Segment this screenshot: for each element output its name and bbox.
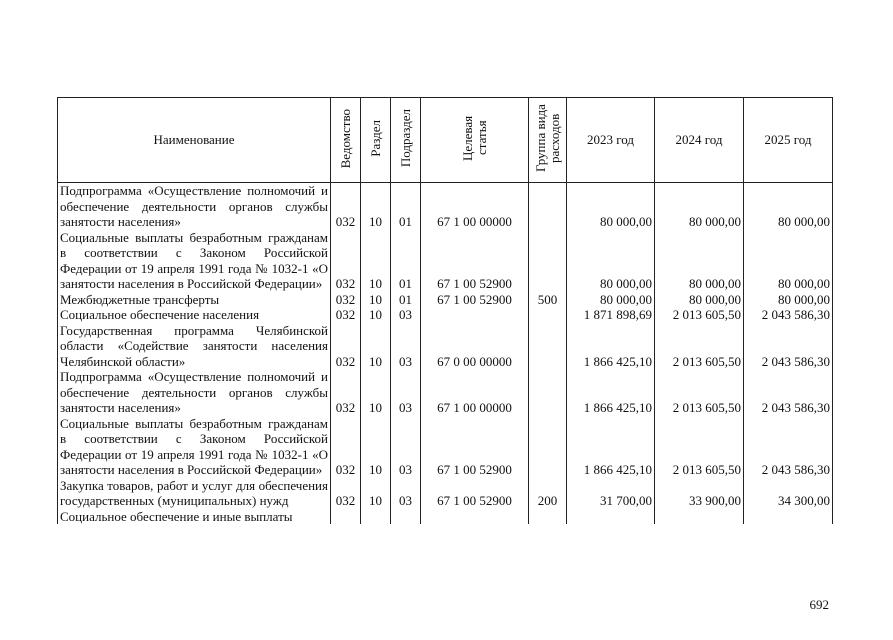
row-2024: 80 000,00: [655, 230, 744, 292]
table-row: [58, 369, 833, 416]
row-celevaya: 67 0 00 00000: [421, 323, 529, 370]
row-2024: 80 000,00: [655, 183, 744, 230]
page-number: 692: [809, 597, 829, 612]
row-razdel: 10: [361, 183, 391, 230]
table-row: [58, 292, 833, 308]
row-razdel: [361, 509, 391, 525]
table-row: [58, 478, 833, 509]
row-vedomstvo: 032: [331, 478, 361, 509]
row-2025: [744, 509, 833, 525]
row-podrazdel: 03: [391, 416, 421, 478]
row-celevaya: 67 1 00 52900: [421, 230, 529, 292]
row-2025: 80 000,00: [744, 230, 833, 292]
row-2023: 80 000,00: [567, 230, 655, 292]
row-gruppa: [529, 369, 567, 416]
row-name: Межбюджетные трансферты: [58, 292, 331, 308]
table-row: [58, 230, 833, 292]
row-gruppa: 500: [529, 292, 567, 308]
row-podrazdel: 03: [391, 307, 421, 323]
row-name: Социальное обеспечение населения: [58, 307, 331, 323]
row-2025: 80 000,00: [744, 183, 833, 230]
header-row: [58, 98, 833, 183]
row-2025: 2 043 586,30: [744, 369, 833, 416]
row-celevaya: [421, 307, 529, 323]
row-gruppa: [529, 416, 567, 478]
row-razdel: 10: [361, 323, 391, 370]
row-vedomstvo: 032: [331, 183, 361, 230]
header-vedomstvo: Ведомство: [331, 98, 361, 183]
header-podrazdel: Подраздел: [391, 98, 421, 183]
row-gruppa: [529, 509, 567, 525]
row-podrazdel: 01: [391, 292, 421, 308]
row-gruppa: [529, 307, 567, 323]
row-celevaya: 67 1 00 00000: [421, 183, 529, 230]
row-razdel: 10: [361, 416, 391, 478]
row-podrazdel: [391, 509, 421, 525]
row-vedomstvo: 032: [331, 307, 361, 323]
row-razdel: 10: [361, 230, 391, 292]
row-vedomstvo: [331, 509, 361, 525]
row-razdel: 10: [361, 307, 391, 323]
row-podrazdel: 01: [391, 183, 421, 230]
row-vedomstvo: 032: [331, 292, 361, 308]
row-celevaya: 67 1 00 00000: [421, 369, 529, 416]
budget-table: [57, 97, 833, 524]
row-vedomstvo: 032: [331, 230, 361, 292]
table-row: [58, 323, 833, 370]
row-2024: 80 000,00: [655, 292, 744, 308]
row-celevaya: [421, 509, 529, 525]
header-name: Наименование: [58, 98, 331, 183]
row-name: Социальные выплаты безработным гражданам в соответствии с Законом Российской Федерации от 19 апреля 1991 года № 1032-1 «О занятости населения в Российской Федерации»: [58, 416, 331, 478]
row-2024: 2 013 605,50: [655, 307, 744, 323]
header-razdel: Раздел: [361, 98, 391, 183]
header-2023: 2023 год: [567, 98, 655, 183]
row-name: Подпрограмма «Осуществление полномочий и обеспечение деятельности органов службы занятости населения»: [58, 369, 331, 416]
row-2025: 80 000,00: [744, 292, 833, 308]
row-vedomstvo: 032: [331, 416, 361, 478]
row-2025: 34 300,00: [744, 478, 833, 509]
row-celevaya: 67 1 00 52900: [421, 416, 529, 478]
row-2023: 80 000,00: [567, 292, 655, 308]
row-razdel: 10: [361, 292, 391, 308]
row-2023: [567, 509, 655, 525]
row-podrazdel: 03: [391, 369, 421, 416]
row-2024: 2 013 605,50: [655, 323, 744, 370]
row-razdel: 10: [361, 478, 391, 509]
header-gruppa: Группа вида расходов: [529, 98, 567, 183]
row-2025: 2 043 586,30: [744, 307, 833, 323]
row-name: Государственная программа Челябинской области «Содействие занятости населения Челябинской области»: [58, 323, 331, 370]
table-row: [58, 307, 833, 323]
row-2024: 2 013 605,50: [655, 369, 744, 416]
table-row: [58, 416, 833, 478]
header-2025: 2025 год: [744, 98, 833, 183]
header-celevaya: Целевая статья: [421, 98, 529, 183]
row-2023: 1 866 425,10: [567, 369, 655, 416]
row-celevaya: 67 1 00 52900: [421, 292, 529, 308]
row-celevaya: 67 1 00 52900: [421, 478, 529, 509]
row-gruppa: [529, 230, 567, 292]
row-2025: 2 043 586,30: [744, 323, 833, 370]
row-2025: 2 043 586,30: [744, 416, 833, 478]
row-name: Социальное обеспечение и иные выплаты: [58, 509, 331, 525]
row-podrazdel: 03: [391, 323, 421, 370]
row-gruppa: [529, 183, 567, 230]
row-2023: 31 700,00: [567, 478, 655, 509]
row-name: Закупка товаров, работ и услуг для обеспечения государственных (муниципальных) нужд: [58, 478, 331, 509]
row-2024: 2 013 605,50: [655, 416, 744, 478]
table-row: [58, 183, 833, 230]
row-name: Подпрограмма «Осуществление полномочий и обеспечение деятельности органов службы занятости населения»: [58, 183, 331, 230]
row-2024: 33 900,00: [655, 478, 744, 509]
row-2023: 1 871 898,69: [567, 307, 655, 323]
row-gruppa: 200: [529, 478, 567, 509]
row-name: Социальные выплаты безработным гражданам в соответствии с Законом Российской Федерации от 19 апреля 1991 года № 1032-1 «О занятости населения в Российской Федерации»: [58, 230, 331, 292]
row-2023: 1 866 425,10: [567, 323, 655, 370]
row-2023: 80 000,00: [567, 183, 655, 230]
row-2024: [655, 509, 744, 525]
row-podrazdel: 01: [391, 230, 421, 292]
row-razdel: 10: [361, 369, 391, 416]
row-gruppa: [529, 323, 567, 370]
row-vedomstvo: 032: [331, 369, 361, 416]
row-vedomstvo: 032: [331, 323, 361, 370]
row-2023: 1 866 425,10: [567, 416, 655, 478]
header-2024: 2024 год: [655, 98, 744, 183]
table-row: [58, 509, 833, 525]
row-podrazdel: 03: [391, 478, 421, 509]
